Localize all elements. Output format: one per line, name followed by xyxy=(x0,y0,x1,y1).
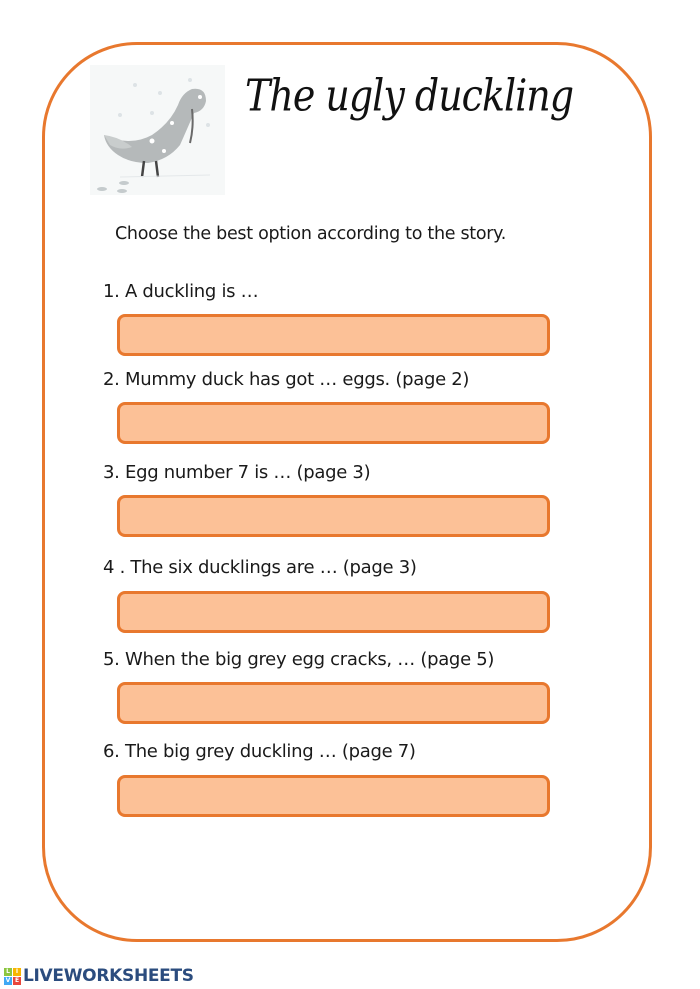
answer-2-input[interactable] xyxy=(117,402,550,444)
answer-6-input[interactable] xyxy=(117,775,550,817)
worksheet-title: The ugly duckling xyxy=(245,70,574,121)
liveworksheets-logo[interactable] xyxy=(4,966,194,986)
question-5-label: 5. When the big grey egg cracks, … (page 5) xyxy=(103,649,495,670)
question-2-label: 2. Mummy duck has got … eggs. (page 2) xyxy=(103,369,470,390)
logo-blocks-icon: L I V E xyxy=(5,967,20,984)
duckling-illustration xyxy=(90,65,225,195)
answer-4-input[interactable] xyxy=(117,591,550,633)
logo-text: LIVEWORKSHEETS xyxy=(23,966,194,986)
question-4-label: 4 . The six ducklings are … (page 3) xyxy=(103,557,417,578)
instruction-text: Choose the best option according to the story. xyxy=(115,224,506,244)
answer-5-input[interactable] xyxy=(117,682,550,724)
question-3-label: 3. Egg number 7 is … (page 3) xyxy=(103,462,371,483)
question-1-label: 1. A duckling is … xyxy=(103,281,259,302)
answer-1-input[interactable] xyxy=(117,314,550,356)
answer-3-input[interactable] xyxy=(117,495,550,537)
question-6-label: 6. The big grey duckling … (page 7) xyxy=(103,741,416,762)
